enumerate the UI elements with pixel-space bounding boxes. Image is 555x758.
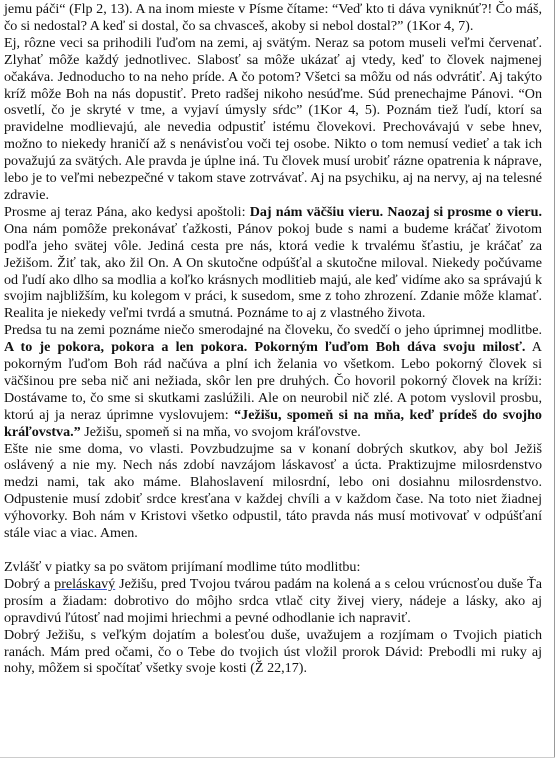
paragraph-text: Dobrý Ježišu, s veľkým dojatím a bolesťou duše, uvažujem a rozjímam o Tvojich piatich ranách. Mám pred očami, čo o Tebe do tvojich úst vložil prorok Dávid: Prebodli mi ruky aj nohy, môžem si spočítať všetky svoje kosti (Ž 22,17). <box>4 626 542 677</box>
paragraph-humility <box>4 322 542 440</box>
paragraph-text: Predsa tu na zemi poznáme niečo smerodajné na človeku, čo svedčí o jeho úprimnej modlitbe. <box>4 322 542 339</box>
bold-text: Daj nám väčšiu vieru. Naozaj si prosme o vieru. <box>249 203 542 220</box>
paragraph-prayer-intro <box>4 559 542 576</box>
paragraph-prayer-2 <box>4 627 542 678</box>
paragraph-text: Ježišu, spomeň si na mňa, vo svojom kráľovstve. <box>80 423 361 440</box>
paragraph-text: Ona nám pomôže prekonávať ťažkosti, Pánov pokoj bude s nami a budeme kráčať životom podľa jeho svätej vôle. Jediná cesta pre nás, ktorá vedie k trvalému šťastiu, je kráčať za Ježišom. Žiť tak, ako žil On. A On skutočne odpúšťal a skutočne miloval. Niekedy počúvame od ľudí ako dlho sa modlia a koľko krásnych modlitieb majú, ale keď vidíme ako sa správajú k svojim najbližším, ku kolegom v práci, k susedom, sme z toho zhrození. Zdanie môže klamať. Realita je niekedy veľmi tvrdá a smutná. Poznáme to aj z vlastného života. <box>4 220 542 322</box>
bold-text: A to je pokora, pokora a len pokora. Pokorným ľuďom Boh dáva svoju milosť. <box>4 339 526 356</box>
empty-line <box>4 542 542 559</box>
paragraph-text: Ešte nie sme doma, vo vlasti. Povzbudzujme sa v konaní dobrých skutkov, aby bol Ježiš oslávený a nie my. Nech nás zdobí navzájom láskavosť a úcta. Praktizujme milosrdenstvo medzi nami, tak ako máme. Blahoslavení milosrdní, lebo oni dosiahnu milosrdenstvo. Odpustenie musí zdobiť srdce kresťana v každej chvíli a v každom čase. Na toto niet žiadnej výhovorky. Boh nám v Kristovi všetko odpustil, táto pravda nás musí motivovať v odpúšťaní stále viac a viac. Amen. <box>4 440 542 542</box>
paragraph-text: Ježišu, pred Tvojou tvárou padám na kolená a s celou vrúcnosťou duše Ťa prosím a žiadam: dobrotivo do môjho srdca vtlač city živej viery, nádeje a lásky, ako aj opravdivú ľútosť nad mojimi hriechmi a pevné odhodlanie ich napraviť. <box>4 575 542 626</box>
paragraph-text: Prosme aj teraz Pána, ako kedysi apoštoli: <box>4 203 250 220</box>
paragraph-text: Ej, rôzne veci sa prihodili ľuďom na zemi, aj svätým. Neraz sa potom museli veľmi červenať. Zlyhať môže každý jednotlivec. Slabosť sa môže ukázať aj vtedy, keď to človek najmenej očakáva. Jednoducho to na neho príde. A čo potom? Všetci sa môžu od nás odvrátiť. Aj takýto kríž môže Boh na nás dopustiť. Preto radšej nikoho nesúďme. Súd prenechajme Pánovi. “On osvetlí, čo je skryté v tme, a vyjaví úmysly sŕdc” (1Kor 4, 5). Poznám tiež ľudí, ktorí sa pravidelne modlievajú, ale nevedia odpustiť istému človekovi. Prechovávajú v sebe hnev, možno to niekedy hraničí až s nenávisťou voči tej osobe. Nikto o tom nemusí vedieť a tak ich považujú za svätých. Ale pravda je úplne iná. Tu človek musí urobiť rázne opatrenia k náprave, lebo je to veľmi nebezpečné v takom stave zotrvávať. Aj na psychiku, aj na nervy, aj na telesné zdravie. <box>4 34 542 203</box>
paragraph-scripture-quote <box>4 1 542 35</box>
paragraph-text: A pokorným ľuďom Boh rád načúva a plní ich želania vo všetkom. Lebo pokorný človek si väčšinou pre seba nič ani nežiada, skôr len pre druhých. Čo hovoril pokorný človek na kríži: Dostávame to, čo sme si skutkami zaslúžili. Ale on neurobil nič zlé. A potom vyslovil prosbu, ktorú aj ja neraz úprimne vyslovujem: <box>4 339 542 423</box>
paragraph-judgment <box>4 35 542 204</box>
paragraph-prayer-1 <box>4 576 542 627</box>
spellcheck-underlined-word: preláskavý <box>54 575 116 592</box>
paragraph-text: Dobrý a <box>4 575 55 592</box>
paragraph-mercy <box>4 441 542 542</box>
paragraph-faith <box>4 204 542 322</box>
bold-text: “Ježišu, spomeň si na mňa, keď prídeš do svojho kráľovstva.” <box>4 406 542 440</box>
paragraph-text: jemu páči“ (Flp 2, 13). A na inom mieste v Písme čítame: “Veď kto ti dáva vyniknúť?! Čo máš, čo si nedostal? A keď si dostal, čo sa chvasceš, akoby si nebol dostal?” (1Kor 4, 7). <box>4 1 542 34</box>
paragraph-text: Zvlášť v piatky sa po svätom prijímaní modlime túto modlitbu: <box>4 559 361 575</box>
